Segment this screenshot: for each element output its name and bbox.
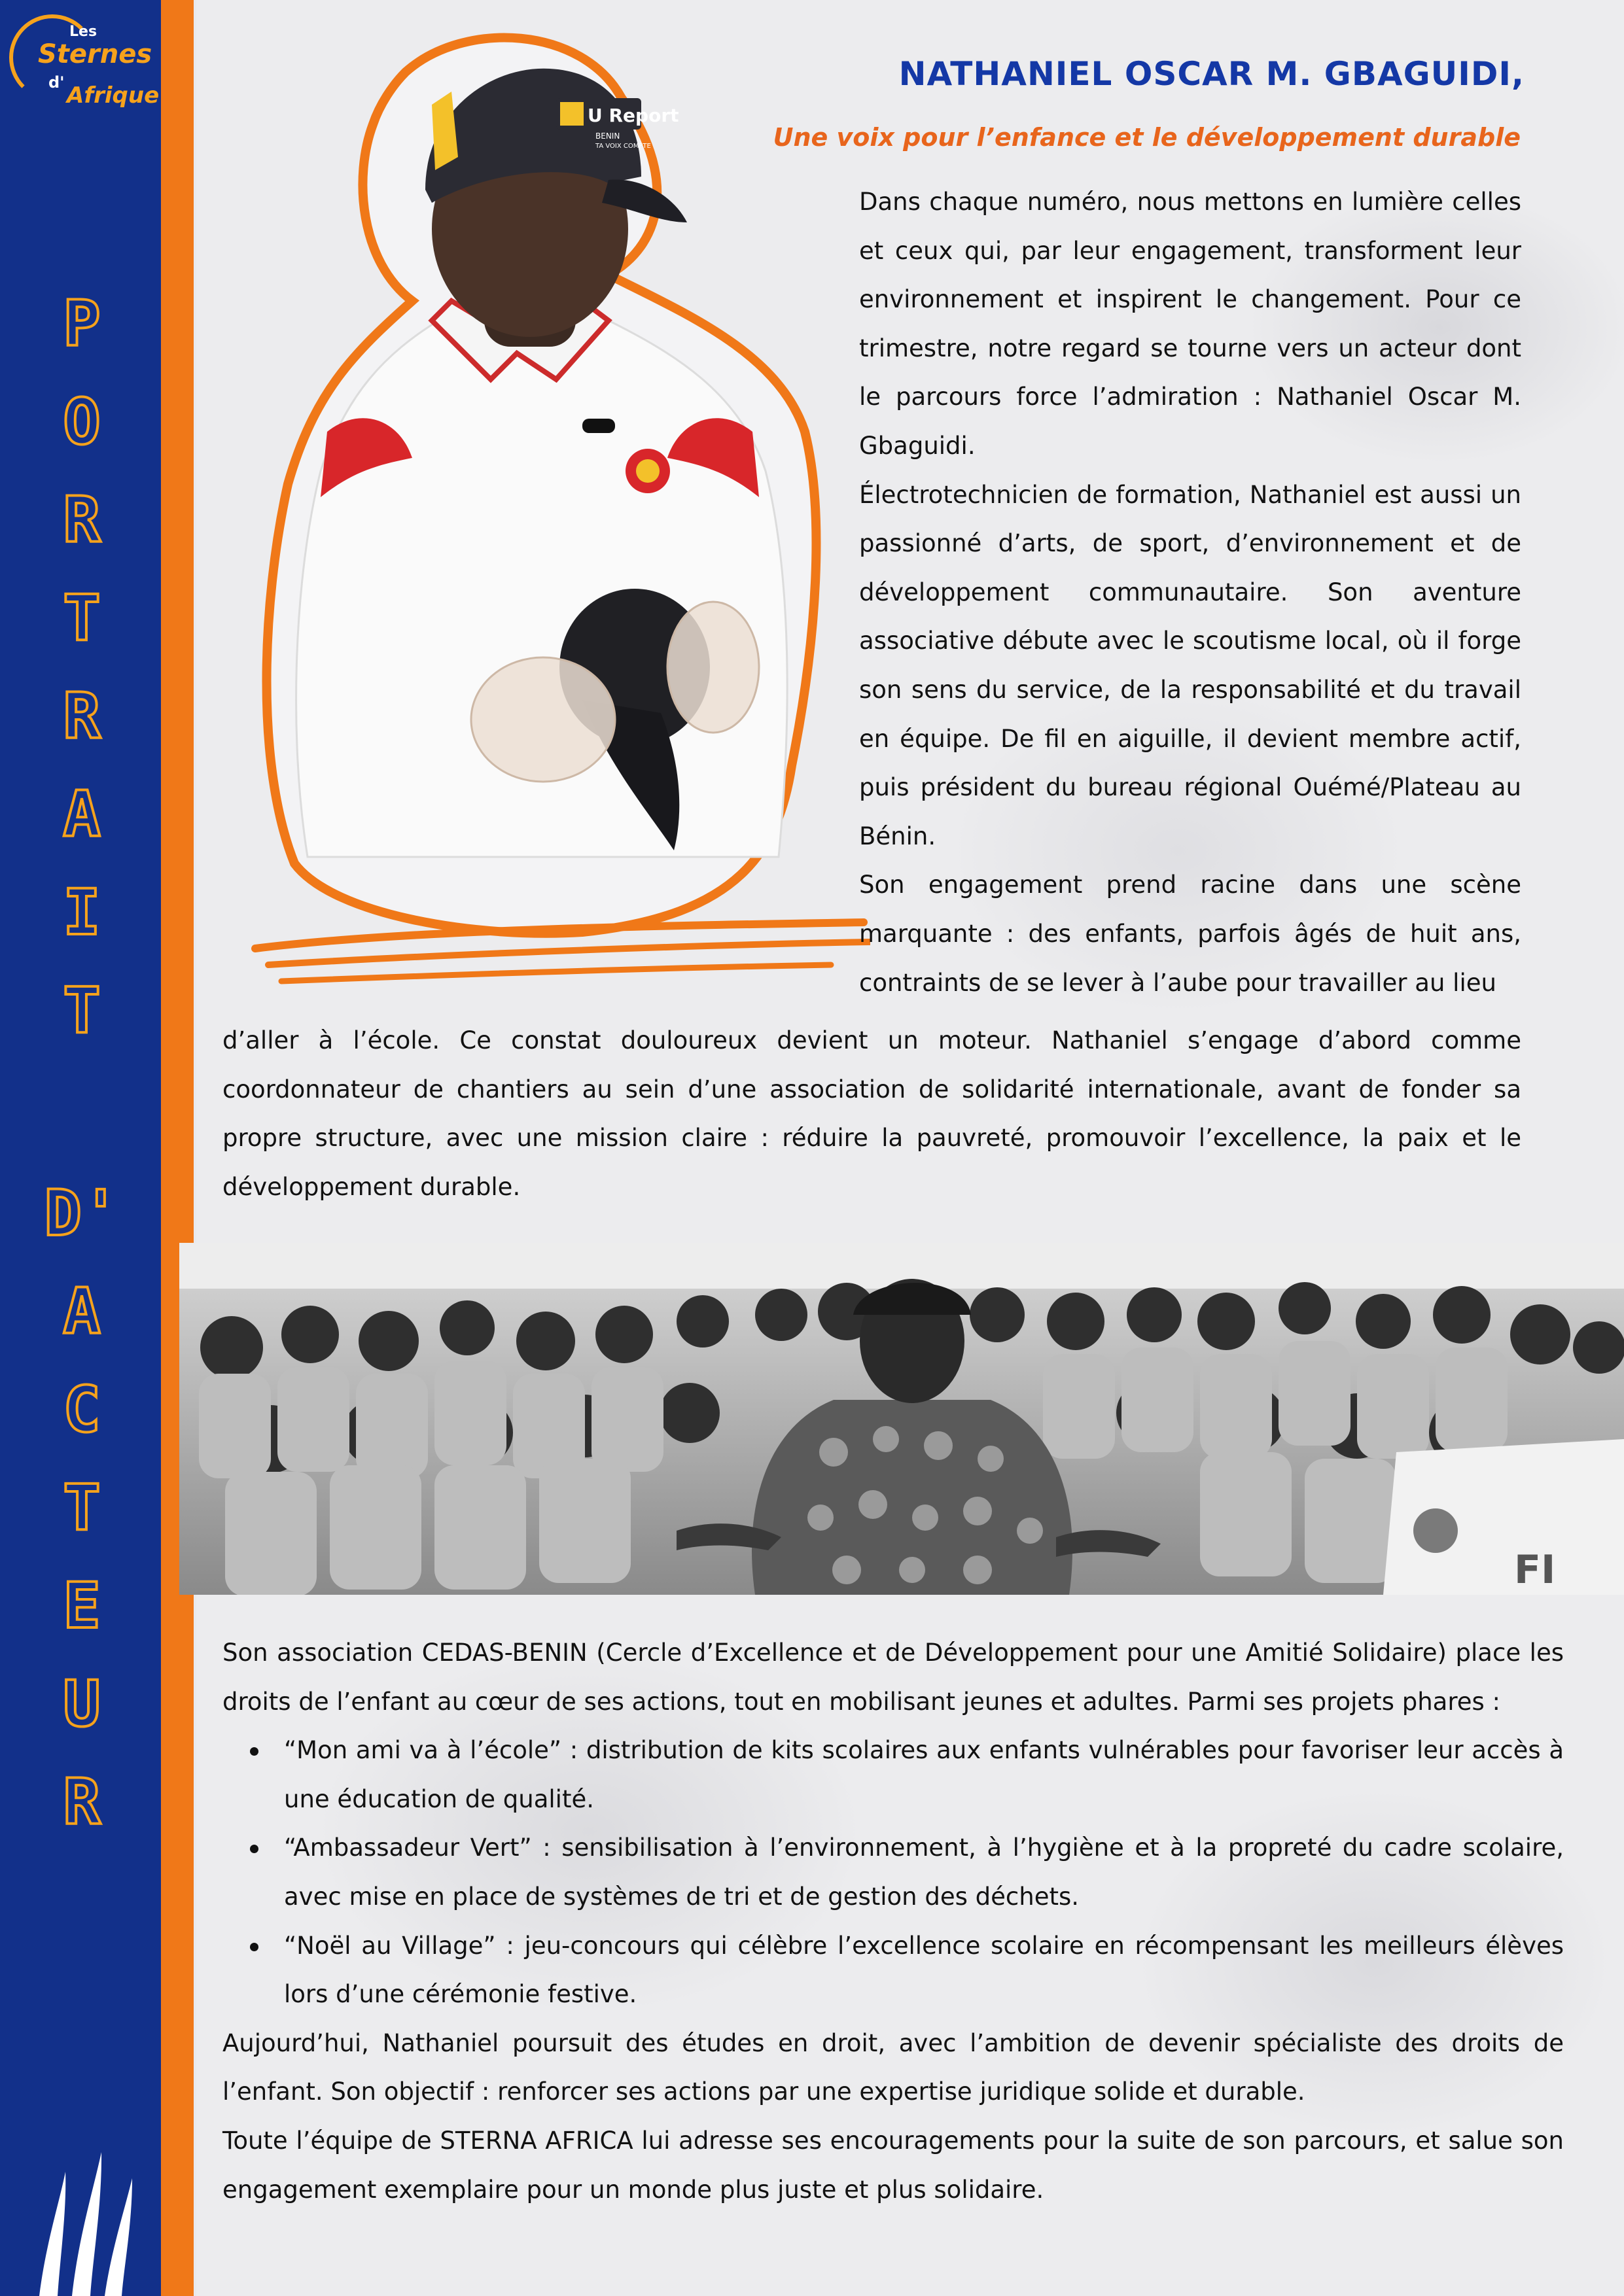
title-letter: P [63,287,101,360]
intro-continuation [222,1017,1521,1211]
page-title: NATHANIEL OSCAR M. GBAGUIDI, [898,55,1525,93]
title-letter: D' [44,1177,120,1250]
title-letter: U [63,1667,101,1741]
title-letter: C [63,1373,101,1446]
intro-paragraph-3-end: d’aller à l’école. Ce constat douloureux devient un moteur. Nathaniel s’engage d’abord comme coordonnateur de chantiers au sein d’une association de solidarité internationale, avant de fonder sa propre structure, avec une mission claire : réduire la pauvreté, promouvoir l’excellence, la paix et le développement durable. [222,1026,1521,1201]
list-item: “Ambassadeur Vert” : sensibilisation à l’environnement, à l’hygiène et à la propreté du cadre scolaire, avec mise en place de systèmes de tri et de gestion des déchets. [222,1824,1564,1921]
list-item: “Mon ami va à l’école” : distribution de kits scolaires aux enfants vulnérables pour favoriser leur accès à une éducation de qualité. [222,1726,1564,1824]
list-item: “Noël au Village” : jeu-concours qui célèbre l’excellence scolaire en récompensant les meilleurs élèves lors d’une cérémonie festive. [222,1922,1564,2019]
intro-paragraph-2: Électrotechnicien de formation, Nathaniel est aussi un passionné d’arts, de sport, d’environnement et de développement communautaire. Son aventure associative débute avec le scoutisme local, où il forge son sens du service, de la responsabilité et du travail en équipe. De fil en aiguille, il devient membre actif, puis président du bureau régional Ouémé/Plateau au Bénin. [859,480,1521,850]
cedas-intro: Son association CEDAS-BENIN (Cercle d’Excellence et de Développement pour une Amitié Solidaire) place les droits de l’enfant au cœur de ses actions, tout en mobilisant jeunes et adultes. Parmi ses projets phares : [222,1639,1564,1716]
title-letter: T [63,1471,101,1544]
title-letter: O [63,385,101,459]
portrait-photo [216,13,870,994]
title-letter: A [63,1275,101,1348]
sternes-afrique-logo [9,14,161,119]
sidebar [0,0,161,2296]
page-subtitle: Une voix pour l’enfance et le développement durable [773,123,1521,152]
claw-marks-icon [20,2132,144,2296]
cap-logo-text: U Report [588,105,679,126]
section-title-portrait-dacteur [39,275,124,1851]
logo-text-les: Les [69,24,97,40]
intro-paragraph-3-start: Son engagement prend racine dans une scène marquante : des enfants, parfois âgés de huit ans, contraints de se lever à l’aube pour travailler au lieu [859,871,1521,997]
banner-text: FI [1514,1547,1556,1593]
sidebar-orange-strip [161,0,194,2296]
logo-text-sternes: Sternes [38,39,152,69]
title-letter: R [63,1765,101,1839]
intro-column [859,178,1521,1007]
cedas-section [222,1629,1564,2214]
title-letter: T [63,974,101,1047]
title-letter: R [63,483,101,557]
logo-text-afrique: Afrique [67,82,160,109]
title-letter: E [63,1569,101,1643]
title-letter: T [63,582,101,655]
projects-list [222,1726,1564,2019]
closing-paragraph: Toute l’équipe de STERNA AFRICA lui adresse ses encouragements pour la suite de son parcours, et salue son engagement exemplaire pour un monde plus juste et plus solidaire. [222,2126,1564,2204]
group-photo-children [179,1243,1624,1595]
intro-paragraph-1: Dans chaque numéro, nous mettons en lumière celles et ceux qui, par leur engagement, transforment leur environnement et inspirent le changement. Pour ce trimestre, notre regard se tourne vers un acteur dont le parcours force l’admiration : Nathaniel Oscar M. Gbaguidi. [859,188,1521,460]
cap-logo-sub2: TA VOIX COMPTE [595,143,651,150]
logo-text-d: d' [48,73,65,92]
title-letter: I [63,876,101,949]
title-letter: R [63,680,101,753]
cap-logo-sub1: BENIN [595,131,620,141]
title-letter: A [63,778,101,851]
studies-paragraph: Aujourd’hui, Nathaniel poursuit des études en droit, avec l’ambition de devenir spécialiste des droits de l’enfant. Son objectif : renforcer ses actions par une expertise juridique solide et durable. [222,2028,1564,2106]
